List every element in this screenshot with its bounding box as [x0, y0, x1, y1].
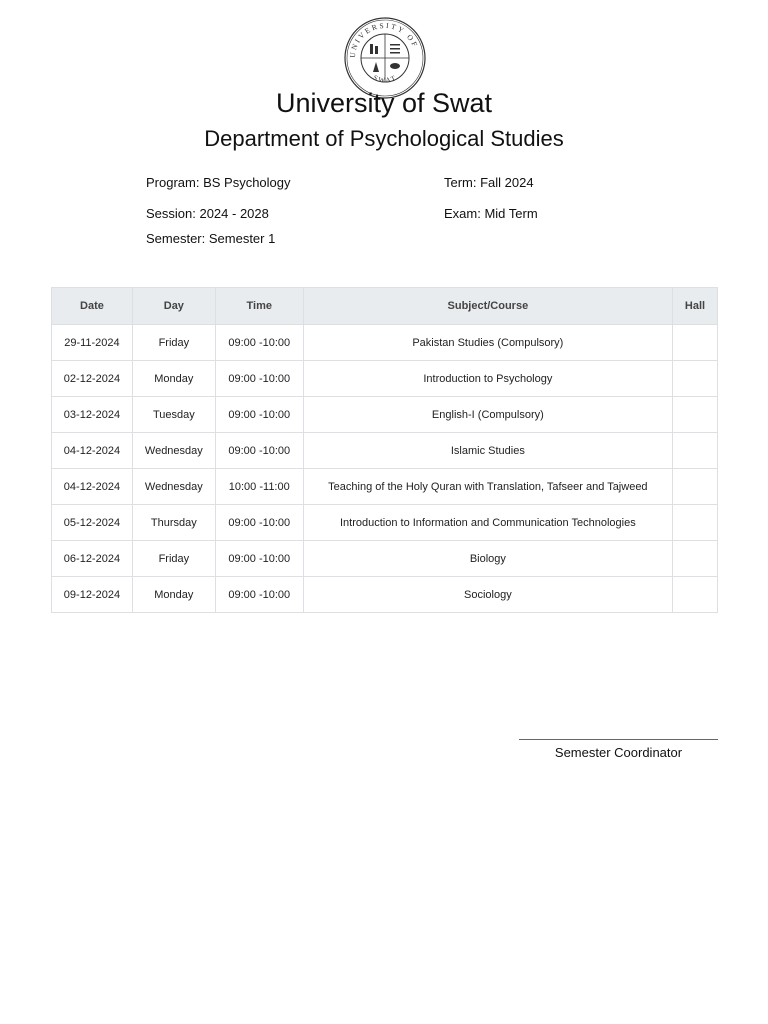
cell-date: 03-12-2024 [52, 397, 133, 433]
cell-hall [673, 325, 718, 361]
cell-time: 09:00 -10:00 [215, 541, 303, 577]
cell-hall [673, 361, 718, 397]
table-row [52, 361, 718, 397]
column-header-date: Date [52, 288, 133, 325]
cell-hall [673, 505, 718, 541]
cell-date: 04-12-2024 [52, 433, 133, 469]
cell-subject: Islamic Studies [303, 433, 672, 469]
cell-date: 04-12-2024 [52, 469, 133, 505]
cell-date: 02-12-2024 [52, 361, 133, 397]
cell-time: 10:00 -11:00 [215, 469, 303, 505]
logo-text-top: UNIVERSITY OF [347, 20, 421, 59]
cell-day: Tuesday [132, 397, 215, 433]
exam-schedule-table [51, 287, 718, 613]
cell-subject: Introduction to Psychology [303, 361, 672, 397]
semester-label: Semester: Semester 1 [146, 231, 276, 246]
cell-time: 09:00 -10:00 [215, 505, 303, 541]
cell-day: Thursday [132, 505, 215, 541]
column-header-time: Time [215, 288, 303, 325]
cell-day: Monday [132, 577, 215, 613]
table-row [52, 541, 718, 577]
cell-hall [673, 433, 718, 469]
university-name: University of Swat [275, 88, 493, 118]
cell-time: 09:00 -10:00 [215, 577, 303, 613]
cell-subject: Sociology [303, 577, 672, 613]
table-row [52, 433, 718, 469]
cell-time: 09:00 -10:00 [215, 397, 303, 433]
table-row [52, 397, 718, 433]
logo-text-bottom: SWAT [371, 73, 399, 85]
column-header-subject: Subject/Course [303, 288, 672, 325]
signature-label: Semester Coordinator [554, 745, 683, 760]
cell-subject: Teaching of the Holy Quran with Translation, Tafseer and Tajweed [303, 469, 672, 505]
cell-hall [673, 397, 718, 433]
table-row [52, 469, 718, 505]
cell-subject: Introduction to Information and Communication Technologies [303, 505, 672, 541]
cell-subject: Biology [303, 541, 672, 577]
cell-day: Friday [132, 325, 215, 361]
cell-hall [673, 541, 718, 577]
session-label: Session: 2024 - 2028 [146, 206, 269, 221]
table-header-row [52, 288, 718, 325]
department-name: Department of Psychological Studies [204, 126, 564, 151]
cell-date: 29-11-2024 [52, 325, 133, 361]
table-row [52, 505, 718, 541]
cell-date: 05-12-2024 [52, 505, 133, 541]
cell-subject: English-I (Compulsory) [303, 397, 672, 433]
cell-day: Monday [132, 361, 215, 397]
table-row [52, 325, 718, 361]
cell-day: Wednesday [132, 469, 215, 505]
cell-date: 06-12-2024 [52, 541, 133, 577]
cell-time: 09:00 -10:00 [215, 433, 303, 469]
exam-label: Exam: Mid Term [444, 206, 538, 221]
cell-hall [673, 469, 718, 505]
cell-day: Friday [132, 541, 215, 577]
term-label: Term: Fall 2024 [444, 175, 534, 190]
signature-line [519, 739, 718, 740]
column-header-day: Day [132, 288, 215, 325]
cell-subject: Pakistan Studies (Compulsory) [303, 325, 672, 361]
cell-time: 09:00 -10:00 [215, 325, 303, 361]
cell-hall [673, 577, 718, 613]
column-header-hall: Hall [673, 288, 718, 325]
cell-date: 09-12-2024 [52, 577, 133, 613]
cell-time: 09:00 -10:00 [215, 361, 303, 397]
table-row [52, 577, 718, 613]
cell-day: Wednesday [132, 433, 215, 469]
program-label: Program: BS Psychology [146, 175, 291, 190]
